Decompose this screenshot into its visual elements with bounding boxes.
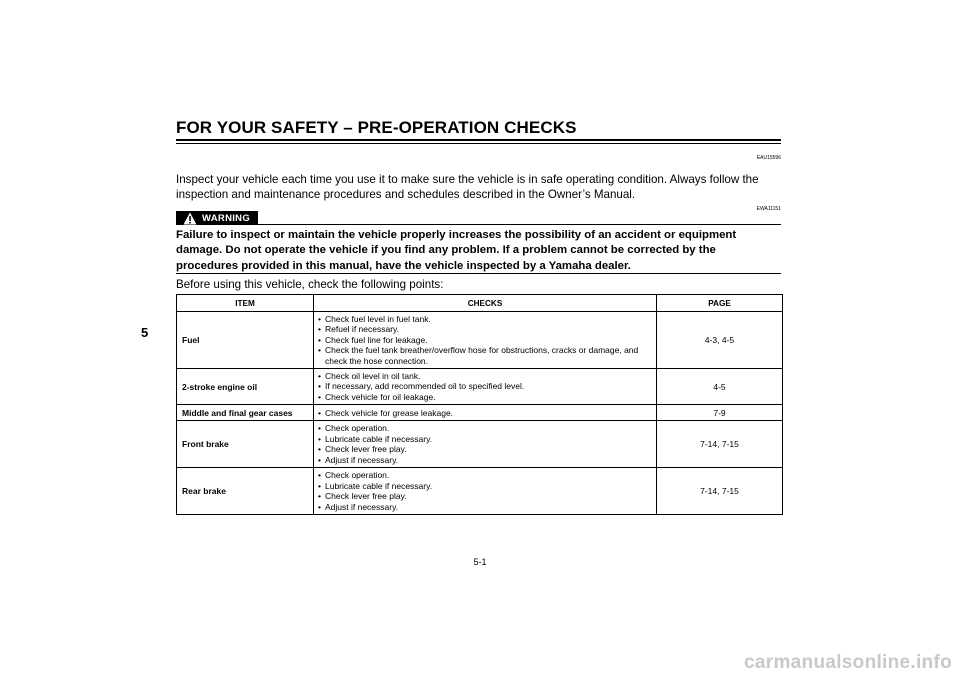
warning-rule bbox=[258, 224, 781, 225]
check-item: • Check operation. bbox=[318, 423, 656, 433]
check-item: • Check oil level in oil tank. bbox=[318, 371, 656, 381]
checks-cell bbox=[314, 405, 657, 421]
check-item: • Check operation. bbox=[318, 470, 656, 480]
before-using-text: Before using this vehicle, check the following points: bbox=[176, 278, 444, 291]
checks-cell bbox=[314, 312, 657, 369]
header-checks: CHECKS bbox=[314, 295, 657, 312]
warning-bottom-rule bbox=[176, 273, 781, 274]
intro-paragraph: Inspect your vehicle each time you use it to make sure the vehicle is in safe operating condition. Always follow the inspection and maintenance procedures and schedules described in the Owner’s Manual. bbox=[176, 173, 759, 201]
check-item: • Check lever free play. bbox=[318, 491, 656, 501]
table-header-row bbox=[177, 295, 783, 312]
check-item: • Check fuel level in fuel tank. bbox=[318, 314, 656, 324]
watermark: carmanualsonline.info bbox=[744, 652, 952, 673]
warning-triangle-icon bbox=[183, 212, 197, 225]
check-item: • Check lever free play. bbox=[318, 444, 656, 454]
section-code: EAU15596 bbox=[756, 155, 781, 161]
page-cell: 4-5 bbox=[657, 369, 783, 405]
chapter-tab: 5 bbox=[141, 325, 149, 340]
warning-badge bbox=[176, 211, 258, 225]
title-rule-thin bbox=[176, 143, 781, 144]
page-title: FOR YOUR SAFETY – PRE-OPERATION CHECKS bbox=[176, 118, 577, 137]
check-item: • Refuel if necessary. bbox=[318, 324, 656, 334]
page-cell: 7-9 bbox=[657, 405, 783, 421]
header-item: ITEM bbox=[177, 295, 314, 312]
table-row bbox=[177, 468, 783, 515]
page-cell: 7-14, 7-15 bbox=[657, 468, 783, 515]
page-cell: 7-14, 7-15 bbox=[657, 421, 783, 468]
item-cell: Fuel bbox=[177, 312, 314, 369]
page-number: 5-1 bbox=[473, 557, 487, 567]
page-cell: 4-3, 4-5 bbox=[657, 312, 783, 369]
item-cell: Rear brake bbox=[177, 468, 314, 515]
item-cell: 2-stroke engine oil bbox=[177, 369, 314, 405]
checks-cell bbox=[314, 369, 657, 405]
warning-text: Failure to inspect or maintain the vehicle properly increases the possibility of an accident or equipment damage. Do not operate the vehicle if you find any problem. If a problem cannot be corrected by the procedures provided in this manual, have the vehicle inspected by a Yamaha dealer. bbox=[176, 229, 737, 272]
table-row bbox=[177, 369, 783, 405]
check-item: • Adjust if necessary. bbox=[318, 455, 656, 465]
pre-operation-checks-table bbox=[176, 294, 783, 515]
check-item: • Lubricate cable if necessary. bbox=[318, 434, 656, 444]
header-page: PAGE bbox=[657, 295, 783, 312]
check-item: • Check vehicle for grease leakage. bbox=[318, 408, 656, 418]
table-row bbox=[177, 405, 783, 421]
item-cell: Front brake bbox=[177, 421, 314, 468]
title-rule bbox=[176, 139, 781, 141]
warning-label: WARNING bbox=[202, 212, 251, 224]
check-item: • If necessary, add recommended oil to specified level. bbox=[318, 381, 656, 391]
table-row bbox=[177, 421, 783, 468]
check-item: • Adjust if necessary. bbox=[318, 502, 656, 512]
check-item: • Check vehicle for oil leakage. bbox=[318, 392, 656, 402]
checks-cell bbox=[314, 421, 657, 468]
warning-code: EWA11151 bbox=[756, 206, 781, 212]
table-row bbox=[177, 312, 783, 369]
check-item: • Check fuel line for leakage. bbox=[318, 335, 656, 345]
check-item: • Check the fuel tank breather/overflow hose for obstructions, cracks or damage, and check the hose connection. bbox=[318, 345, 656, 366]
item-cell: Middle and final gear cases bbox=[177, 405, 314, 421]
check-item: • Lubricate cable if necessary. bbox=[318, 481, 656, 491]
checks-cell bbox=[314, 468, 657, 515]
